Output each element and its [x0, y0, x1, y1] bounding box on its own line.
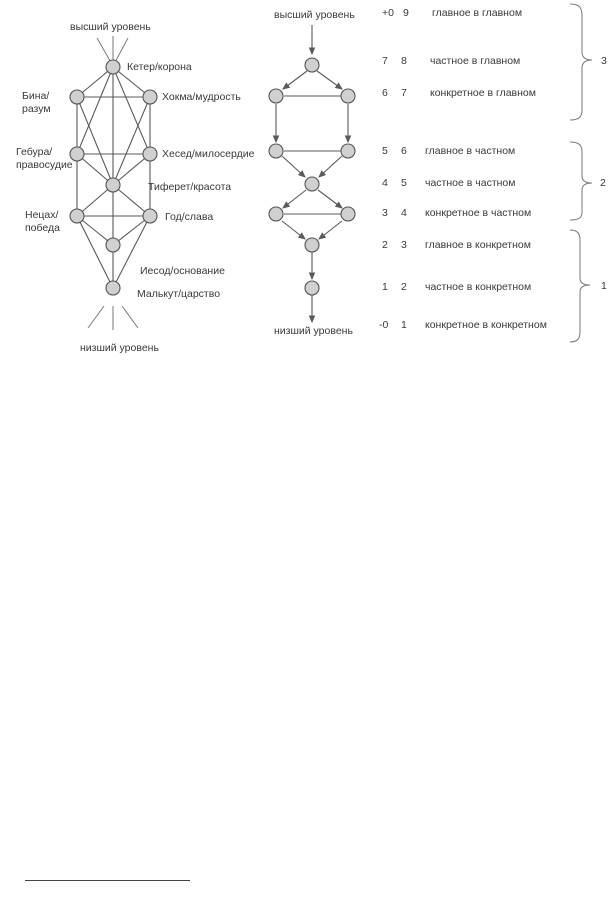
level-b: 1: [401, 319, 407, 331]
level-text: частное в частном: [425, 177, 516, 189]
level-a: 6: [382, 87, 388, 99]
group-label: 3: [601, 55, 607, 67]
sephira-binah-label-line: разум: [22, 103, 51, 115]
flow-node: [341, 89, 355, 103]
sephira-yesod-node: [106, 238, 120, 252]
sephira-chesed-node: [143, 147, 157, 161]
flow-node: [341, 207, 355, 221]
level-text: главное в главном: [432, 7, 523, 19]
level-braces: [570, 4, 607, 342]
sephira-netzach-label: [25, 209, 61, 234]
level-text: частное в конкретном: [425, 281, 532, 293]
flow-node: [269, 207, 283, 221]
level-b: 8: [401, 55, 407, 67]
levels-table: [379, 7, 547, 331]
sephira-chesed-label: Хесед/милосердие: [162, 148, 255, 160]
level-b: 6: [401, 145, 407, 157]
level-b: 3: [401, 239, 407, 251]
sephira-tiferet-label: Тиферет/красота: [148, 181, 232, 193]
sephira-hod-node: [143, 209, 157, 223]
flow-node: [305, 281, 319, 295]
sephira-netzach-label-line: Нецах/: [25, 209, 59, 221]
level-a: 4: [382, 177, 388, 189]
level-a: +0: [382, 7, 394, 19]
sephira-keter-label: Кетер/корона: [127, 61, 192, 73]
flow-node: [269, 144, 283, 158]
level-text: главное в конкретном: [425, 239, 531, 251]
sephira-chokhmah-label: Хокма/мудрость: [162, 91, 241, 103]
group-brace: [570, 4, 592, 120]
level-a: 7: [382, 55, 388, 67]
level-a: 3: [382, 207, 388, 219]
sephira-gevurah-label-line: Гебура/: [16, 146, 53, 158]
sephira-binah-label-line: Бина/: [22, 90, 50, 102]
flow-top-label: высший уровень: [274, 9, 355, 21]
level-text: конкретное в конкретном: [425, 319, 547, 331]
level-b: 2: [401, 281, 407, 293]
sephira-binah-node: [70, 90, 84, 104]
flow-bottom-label: низший уровень: [274, 325, 353, 337]
sephira-binah-label: [22, 90, 52, 115]
sephira-netzach-node: [70, 209, 84, 223]
flow-node: [305, 58, 319, 72]
tree-bottom-label: низший уровень: [80, 342, 159, 354]
sephira-tiferet-node: [106, 178, 120, 192]
level-a: -0: [379, 319, 389, 331]
sephira-yesod-label: Иесод/основание: [140, 265, 225, 277]
sephira-malkhut-node: [106, 281, 120, 295]
level-text: конкретное в главном: [430, 87, 536, 99]
flow-node: [341, 144, 355, 158]
sephira-netzach-label-line: победа: [25, 222, 60, 234]
level-b: 4: [401, 207, 407, 219]
sephira-hod-label: Год/слава: [165, 211, 214, 223]
level-text: частное в главном: [430, 55, 521, 67]
sephira-gevurah-label: [16, 146, 73, 171]
footnote-separator: [25, 880, 190, 881]
sephira-keter-node: [106, 60, 120, 74]
flow-node: [305, 238, 319, 252]
group-label: 2: [600, 177, 606, 189]
flow-node: [305, 177, 319, 191]
level-a: 5: [382, 145, 388, 157]
tree-bottom-rays: [88, 306, 138, 330]
level-a: 2: [382, 239, 388, 251]
group-label: 1: [601, 280, 607, 292]
group-brace: [570, 230, 590, 342]
level-a: 1: [382, 281, 388, 293]
level-b: 7: [401, 87, 407, 99]
tree-top-label: высший уровень: [70, 21, 151, 33]
flow-node: [269, 89, 283, 103]
sephira-chokhmah-node: [143, 90, 157, 104]
level-text: конкретное в частном: [425, 207, 532, 219]
tree-of-life: [16, 21, 255, 354]
level-b: 9: [403, 7, 409, 19]
group-brace: [570, 142, 592, 220]
flow-diagram: [269, 9, 355, 337]
sephira-malkhut-label: Малькут/царство: [137, 288, 221, 300]
level-b: 5: [401, 177, 407, 189]
sephira-gevurah-label-line: правосудие: [16, 159, 73, 171]
level-text: главное в частном: [425, 145, 516, 157]
